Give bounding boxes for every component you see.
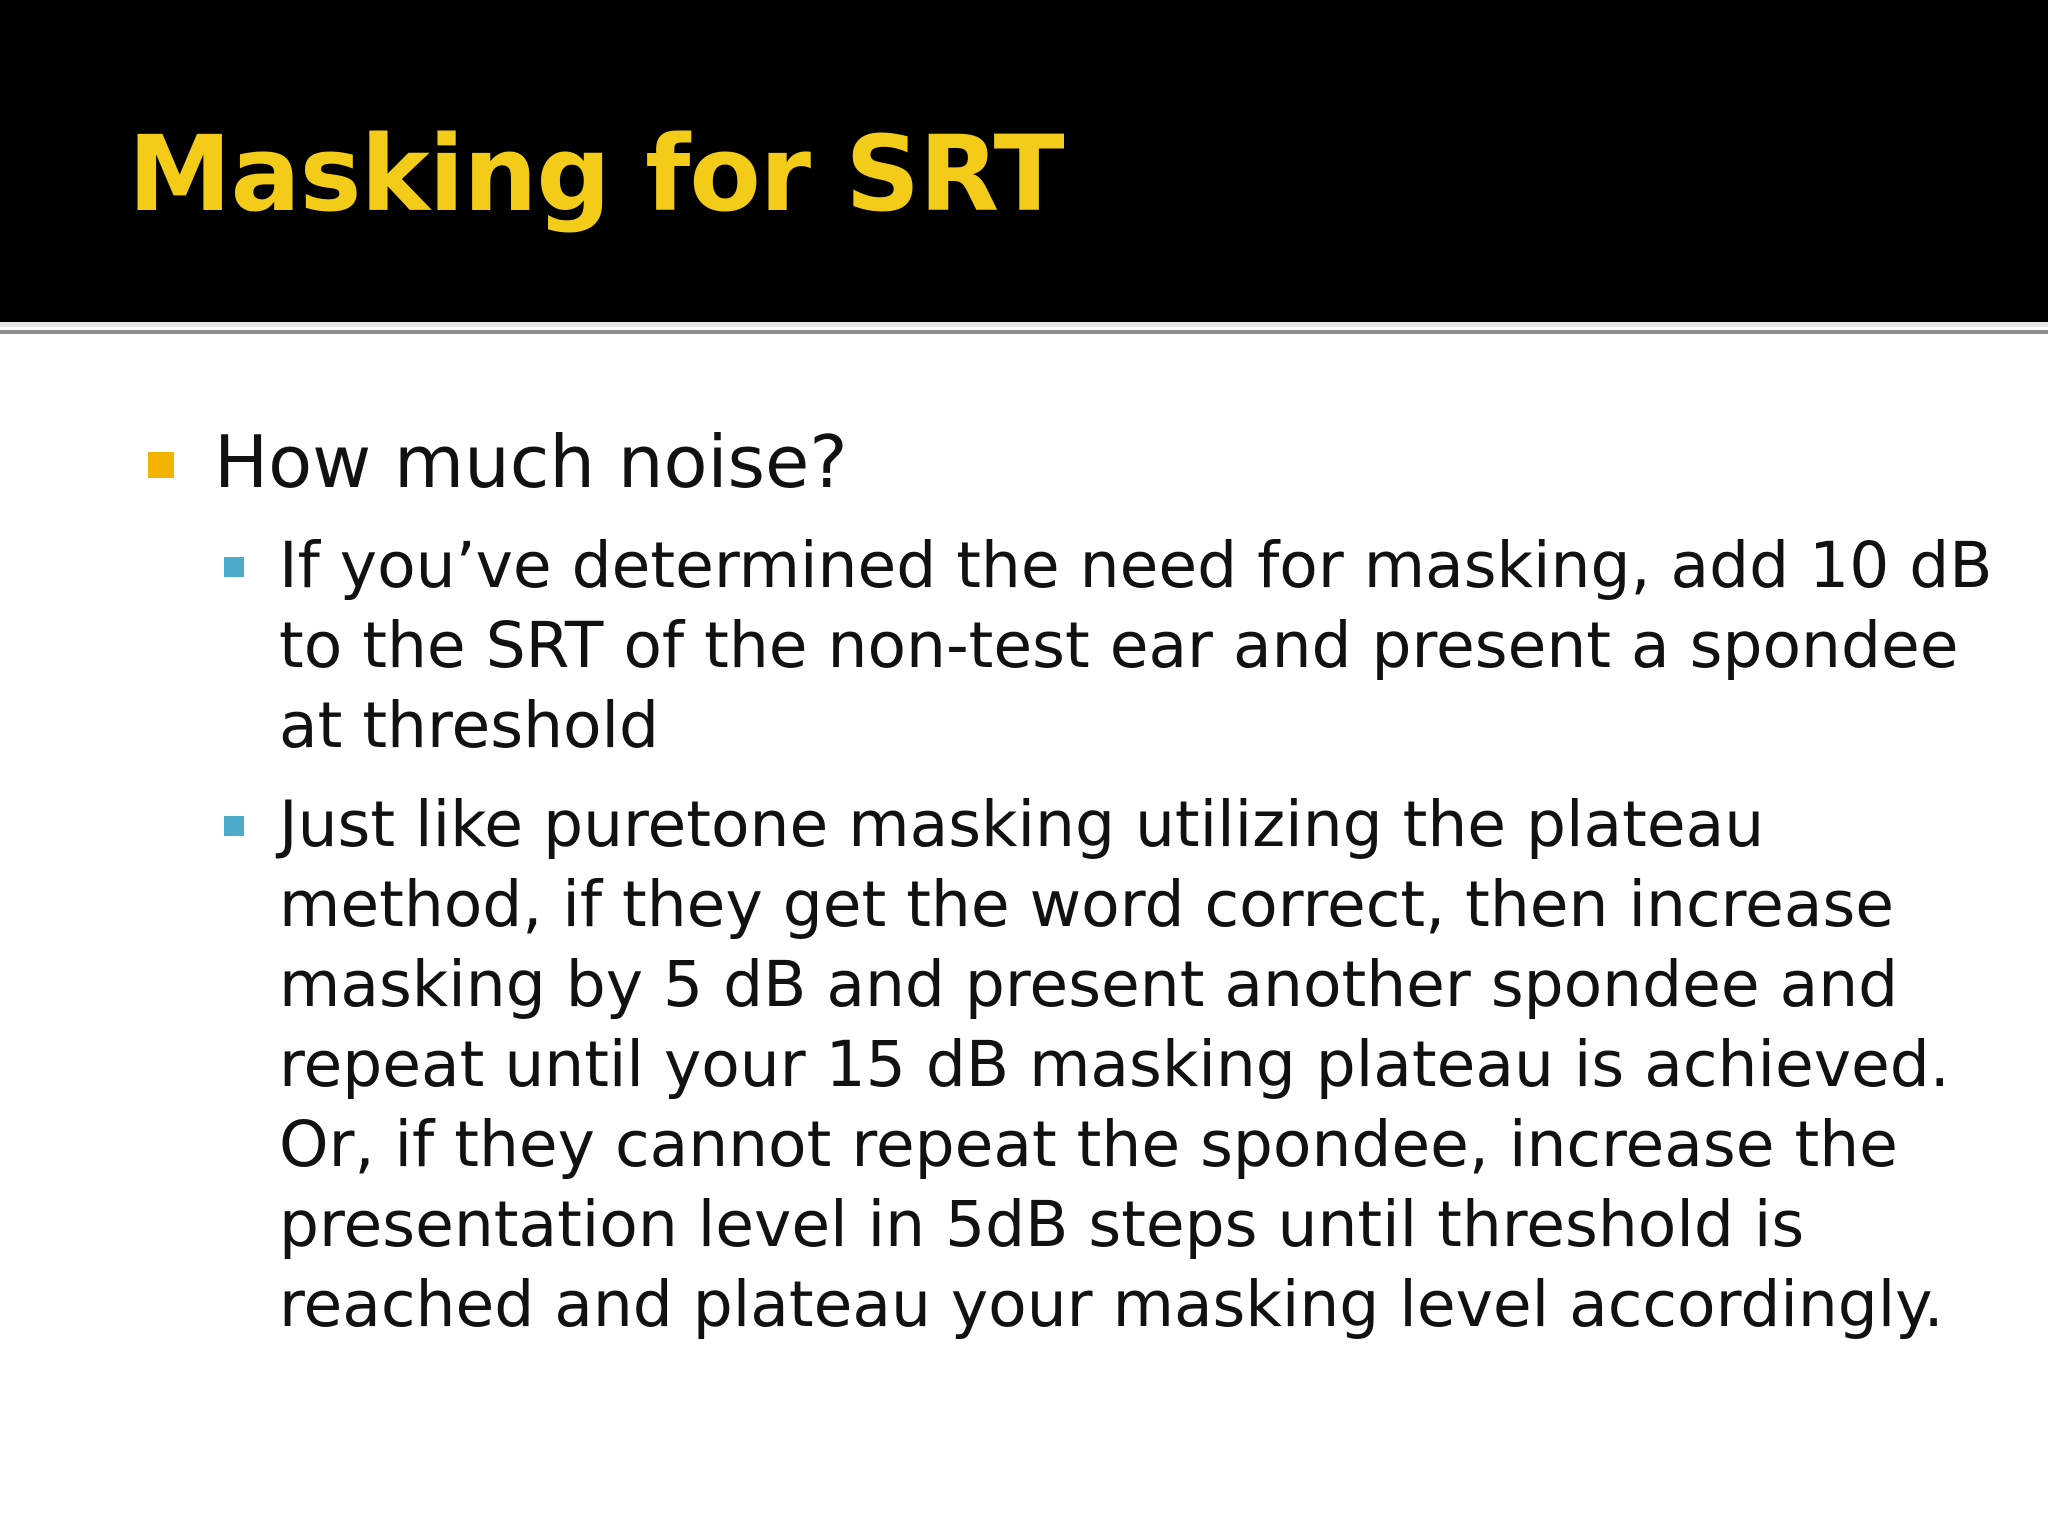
square-bullet-icon bbox=[148, 452, 174, 478]
square-bullet-icon bbox=[224, 557, 244, 577]
slide-title: Masking for SRT bbox=[128, 113, 1064, 235]
sub-bullet-add-10-db: If you’ve determined the need for masking, add 10 dB to the SRT of the non-test ear and present a spondee at threshold bbox=[279, 529, 1993, 762]
square-bullet-icon bbox=[224, 816, 244, 836]
sub-bullet-plateau-method: Just like puretone masking utilizing the plateau method, if they get the word correct, then increase masking by 5 dB and present another spondee and repeat until your 15 dB masking plateau is achieved. Or, if they cannot repeat the spondee, increase the presentation level in 5dB steps until threshold is reached and plateau your masking level accordingly. bbox=[279, 788, 1950, 1341]
bullet-how-much-noise: How much noise? bbox=[214, 420, 848, 504]
